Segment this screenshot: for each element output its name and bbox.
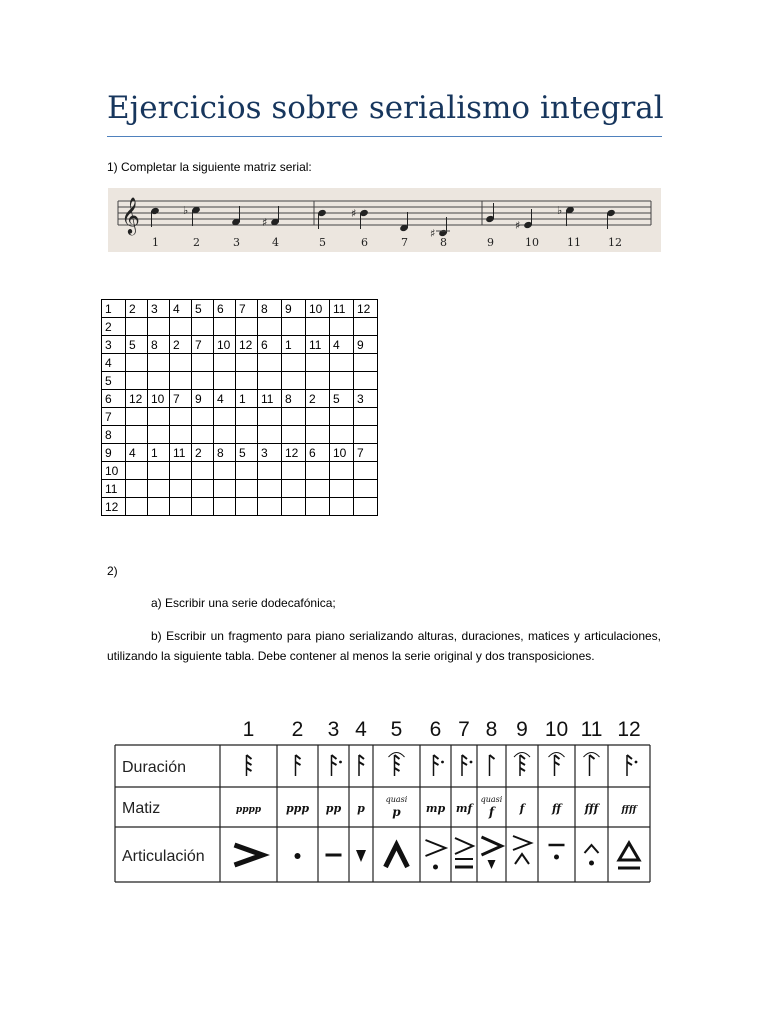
matrix-cell (126, 318, 148, 336)
matrix-cell (214, 426, 236, 444)
matrix-cell (354, 462, 378, 480)
svg-text:♯: ♯ (515, 219, 521, 232)
dynamic-text: mp (425, 802, 446, 815)
matrix-cell (330, 354, 354, 372)
matrix-cell (214, 372, 236, 390)
staff-note (262, 206, 280, 229)
dynamic-text: mf (455, 802, 473, 815)
matrix-row (102, 354, 378, 372)
staff-number: 2 (193, 236, 200, 249)
dynamic-marking (386, 795, 408, 819)
matrix-cell (214, 354, 236, 372)
staff-note (231, 206, 241, 226)
matrix-cell (126, 354, 148, 372)
duration-symbol (434, 755, 444, 776)
matrix-cell (148, 408, 170, 426)
exercise-2b-text: b) Escribir un fragmento para piano serializando alturas, duraciones, matices y articulaciones, utilizando la siguiente tabla. Debe contener al menos la serie original y dos transposiciones. (107, 629, 661, 663)
table-column-header: 1 (242, 718, 255, 741)
table-column-header: 10 (544, 718, 569, 741)
matrix-cell (354, 318, 378, 336)
svg-text:♭: ♭ (183, 204, 189, 217)
exercise-2-label: 2) (107, 564, 118, 578)
duration-symbol (549, 753, 565, 777)
matrix-cell: 8 (102, 426, 126, 444)
serial-matrix (101, 299, 378, 516)
matrix-cell (126, 426, 148, 444)
matrix-cell (148, 372, 170, 390)
matrix-cell (282, 498, 306, 516)
dynamic-text: ffff (621, 805, 637, 815)
exercise-2b-instruction (107, 626, 661, 666)
dynamic-marking (426, 802, 446, 815)
matrix-cell (126, 498, 148, 516)
matrix-cell: 5 (102, 372, 126, 390)
duration-symbol (584, 753, 600, 777)
matrix-cell: 1 (148, 444, 170, 462)
dynamic-text: f (488, 805, 495, 819)
matrix-cell: 8 (214, 444, 236, 462)
matrix-cell (126, 462, 148, 480)
matrix-cell (354, 372, 378, 390)
duration-symbol (332, 755, 342, 776)
matrix-cell (192, 426, 214, 444)
table-column-header: 7 (458, 718, 470, 741)
matrix-cell (354, 498, 378, 516)
articulation-symbol (482, 837, 502, 869)
svg-text:♭: ♭ (557, 204, 563, 217)
matrix-row (102, 408, 378, 426)
matrix-cell (170, 426, 192, 444)
matrix-cell (170, 372, 192, 390)
matrix-cell (236, 318, 258, 336)
matrix-cell (148, 462, 170, 480)
staff-number: 10 (525, 236, 539, 249)
matrix-cell: 11 (102, 480, 126, 498)
articulation-symbol (426, 840, 446, 870)
matrix-cell (258, 462, 282, 480)
staff-number: 7 (401, 236, 408, 249)
duration-symbol (296, 755, 301, 776)
matrix-row (102, 336, 378, 354)
matrix-cell (306, 462, 330, 480)
matrix-cell: 11 (306, 336, 330, 354)
matrix-cell: 3 (102, 336, 126, 354)
matrix-cell: 6 (102, 390, 126, 408)
matrix-cell (236, 462, 258, 480)
matrix-cell (170, 408, 192, 426)
articulation-symbol (549, 845, 565, 860)
matrix-cell (282, 426, 306, 444)
staff-number: 6 (361, 236, 368, 249)
matrix-cell (236, 498, 258, 516)
staff-number: 5 (319, 236, 326, 249)
matrix-cell: 4 (330, 336, 354, 354)
matrix-cell (236, 408, 258, 426)
svg-text:♯: ♯ (351, 207, 357, 220)
matrix-cell: 9 (102, 444, 126, 462)
matrix-cell: 12 (282, 444, 306, 462)
staff-note (150, 207, 160, 227)
matrix-cell (192, 354, 214, 372)
table-row-label: Duración (122, 759, 187, 776)
matrix-cell: 3 (354, 390, 378, 408)
matrix-cell (354, 408, 378, 426)
table-column-header: 11 (580, 718, 603, 741)
articulation-symbol (585, 845, 599, 866)
matrix-cell: 12 (126, 390, 148, 408)
matrix-cell (192, 498, 214, 516)
exercise-1-instruction: 1) Completar la siguiente matriz serial: (107, 160, 312, 174)
matrix-cell (214, 498, 236, 516)
matrix-cell (306, 318, 330, 336)
matrix-cell: 3 (148, 300, 170, 318)
articulation-symbol (386, 845, 408, 867)
matrix-row (102, 390, 378, 408)
svg-text:♯: ♯ (430, 227, 436, 240)
matrix-row (102, 444, 378, 462)
dynamic-marking (236, 805, 262, 815)
dynamic-marking (584, 802, 601, 815)
matrix-cell: 6 (214, 300, 236, 318)
matrix-cell (126, 408, 148, 426)
matrix-cell (170, 480, 192, 498)
matrix-cell (236, 426, 258, 444)
matrix-row (102, 300, 378, 318)
matrix-cell: 9 (282, 300, 306, 318)
staff-note (399, 212, 409, 232)
matrix-cell (306, 354, 330, 372)
svg-text:♯: ♯ (262, 216, 268, 229)
matrix-cell (258, 480, 282, 498)
matrix-cell (330, 426, 354, 444)
matrix-cell (236, 354, 258, 372)
matrix-cell: 2 (126, 300, 148, 318)
dynamic-text: pp (325, 802, 342, 815)
table-column-header: 8 (485, 718, 498, 741)
matrix-row (102, 480, 378, 498)
matrix-cell: 7 (170, 390, 192, 408)
matrix-cell (306, 408, 330, 426)
matrix-cell: 2 (306, 390, 330, 408)
matrix-cell: 12 (354, 300, 378, 318)
matrix-cell (306, 498, 330, 516)
matrix-cell (148, 426, 170, 444)
matrix-cell: 10 (102, 462, 126, 480)
matrix-cell (214, 408, 236, 426)
staff-number: 3 (233, 236, 240, 249)
duration-symbol (627, 755, 637, 776)
articulation-symbol (235, 845, 263, 865)
table-column-header: 12 (617, 718, 641, 741)
exercise-2a-instruction: a) Escribir una serie dodecafónica; (151, 596, 336, 610)
matrix-cell: 1 (282, 336, 306, 354)
matrix-cell: 7 (236, 300, 258, 318)
matrix-row (102, 426, 378, 444)
matrix-cell (192, 462, 214, 480)
staff-number: 11 (567, 236, 581, 249)
dynamic-text: f (519, 802, 525, 815)
matrix-cell: 2 (192, 444, 214, 462)
title-underline (107, 136, 662, 137)
matrix-cell: 9 (354, 336, 378, 354)
serialization-table (110, 712, 655, 892)
table-column-header: 4 (355, 718, 367, 741)
matrix-cell (306, 426, 330, 444)
matrix-cell (330, 318, 354, 336)
matrix-cell: 8 (258, 300, 282, 318)
staff-number: 8 (440, 236, 447, 249)
matrix-cell (236, 372, 258, 390)
matrix-cell (330, 480, 354, 498)
matrix-cell (192, 480, 214, 498)
matrix-cell (192, 318, 214, 336)
matrix-cell: 5 (192, 300, 214, 318)
table-row-label: Articulación (122, 848, 205, 865)
treble-clef-icon: 𝄞 (121, 196, 140, 234)
matrix-cell: 8 (282, 390, 306, 408)
matrix-cell (126, 372, 148, 390)
matrix-row (102, 318, 378, 336)
dynamic-marking (357, 802, 365, 815)
matrix-cell (170, 462, 192, 480)
quasi-label: quasi (480, 795, 503, 804)
matrix-cell: 2 (102, 318, 126, 336)
dynamic-marking (519, 802, 527, 815)
matrix-cell (330, 408, 354, 426)
matrix-cell: 6 (258, 336, 282, 354)
dynamic-marking (326, 802, 342, 815)
matrix-cell: 12 (102, 498, 126, 516)
articulation-symbol (295, 853, 301, 859)
dynamic-text: ppp (285, 802, 310, 815)
matrix-cell: 5 (236, 444, 258, 462)
matrix-cell (236, 480, 258, 498)
matrix-cell (282, 372, 306, 390)
articulation-symbol (513, 836, 531, 864)
matrix-cell (258, 354, 282, 372)
dynamic-text: p (392, 805, 401, 819)
duration-symbol (514, 753, 530, 777)
matrix-cell: 10 (214, 336, 236, 354)
matrix-cell: 10 (306, 300, 330, 318)
duration-symbol (490, 755, 495, 776)
matrix-cell: 1 (102, 300, 126, 318)
matrix-cell (330, 462, 354, 480)
matrix-cell (354, 354, 378, 372)
dynamic-marking (456, 802, 475, 815)
matrix-cell (258, 372, 282, 390)
matrix-cell: 3 (258, 444, 282, 462)
matrix-cell (282, 318, 306, 336)
matrix-cell (282, 408, 306, 426)
dynamic-text: ff (551, 802, 562, 815)
serialization-table-svg (110, 712, 655, 892)
matrix-cell: 8 (148, 336, 170, 354)
matrix-cell (148, 480, 170, 498)
matrix-cell (354, 426, 378, 444)
duration-symbol (389, 753, 405, 777)
matrix-cell (282, 462, 306, 480)
matrix-cell (258, 426, 282, 444)
matrix-cell: 6 (306, 444, 330, 462)
matrix-cell (126, 480, 148, 498)
table-row-label: Matiz (122, 800, 161, 817)
staff-number: 4 (272, 236, 279, 249)
matrix-cell (330, 372, 354, 390)
matrix-cell: 11 (258, 390, 282, 408)
dynamic-marking (621, 805, 638, 815)
table-column-header: 9 (516, 718, 528, 741)
table-column-header: 5 (390, 718, 403, 741)
matrix-cell: 11 (170, 444, 192, 462)
matrix-cell (282, 354, 306, 372)
matrix-cell (170, 498, 192, 516)
matrix-cell: 12 (236, 336, 258, 354)
matrix-cell: 7 (354, 444, 378, 462)
articulation-symbol (356, 850, 366, 862)
staff-note (351, 207, 369, 229)
matrix-cell: 2 (170, 336, 192, 354)
matrix-cell: 4 (126, 444, 148, 462)
dynamic-marking (286, 802, 309, 815)
duration-symbol (247, 755, 252, 776)
matrix-cell: 4 (214, 390, 236, 408)
staff-number: 12 (608, 236, 622, 249)
matrix-cell: 7 (102, 408, 126, 426)
matrix-cell (214, 318, 236, 336)
page-title: Ejercicios sobre serialismo integral (107, 90, 664, 126)
matrix-cell (258, 498, 282, 516)
dynamic-text: p (357, 802, 365, 815)
matrix-cell (192, 372, 214, 390)
matrix-cell (192, 408, 214, 426)
matrix-cell (148, 318, 170, 336)
matrix-cell: 1 (236, 390, 258, 408)
table-column-header: 3 (327, 718, 340, 741)
dynamic-marking (551, 802, 563, 815)
matrix-cell (214, 480, 236, 498)
matrix-cell: 5 (330, 390, 354, 408)
matrix-cell: 11 (330, 300, 354, 318)
staff-number: 9 (487, 236, 494, 249)
staff-svg (108, 188, 661, 252)
staff-note (515, 209, 533, 232)
articulation-symbol (455, 838, 473, 867)
matrix-cell (214, 462, 236, 480)
matrix-cell (170, 354, 192, 372)
dynamic-text: fff (584, 802, 599, 815)
staff-number: 1 (152, 236, 159, 249)
matrix-cell (306, 372, 330, 390)
matrix-cell (170, 318, 192, 336)
matrix-row (102, 372, 378, 390)
matrix-cell (306, 480, 330, 498)
articulation-symbol (618, 843, 640, 868)
matrix-cell: 10 (148, 390, 170, 408)
matrix-row (102, 462, 378, 480)
dynamic-marking (481, 795, 503, 819)
table-column-header: 2 (291, 718, 304, 741)
matrix-cell (282, 480, 306, 498)
matrix-row (102, 498, 378, 516)
matrix-cell (330, 498, 354, 516)
matrix-cell: 5 (126, 336, 148, 354)
matrix-cell: 9 (192, 390, 214, 408)
matrix-cell (354, 480, 378, 498)
matrix-cell: 4 (170, 300, 192, 318)
matrix-cell: 10 (330, 444, 354, 462)
matrix-cell (148, 498, 170, 516)
matrix-cell (148, 354, 170, 372)
table-column-header: 6 (429, 718, 442, 741)
tone-row-staff (108, 188, 661, 252)
matrix-cell (258, 408, 282, 426)
duration-symbol (359, 755, 364, 776)
matrix-cell: 4 (102, 354, 126, 372)
dynamic-text: pppp (235, 805, 262, 815)
matrix-cell: 7 (192, 336, 214, 354)
duration-symbol (462, 755, 472, 776)
matrix-cell (258, 318, 282, 336)
quasi-label: quasi (385, 795, 408, 804)
